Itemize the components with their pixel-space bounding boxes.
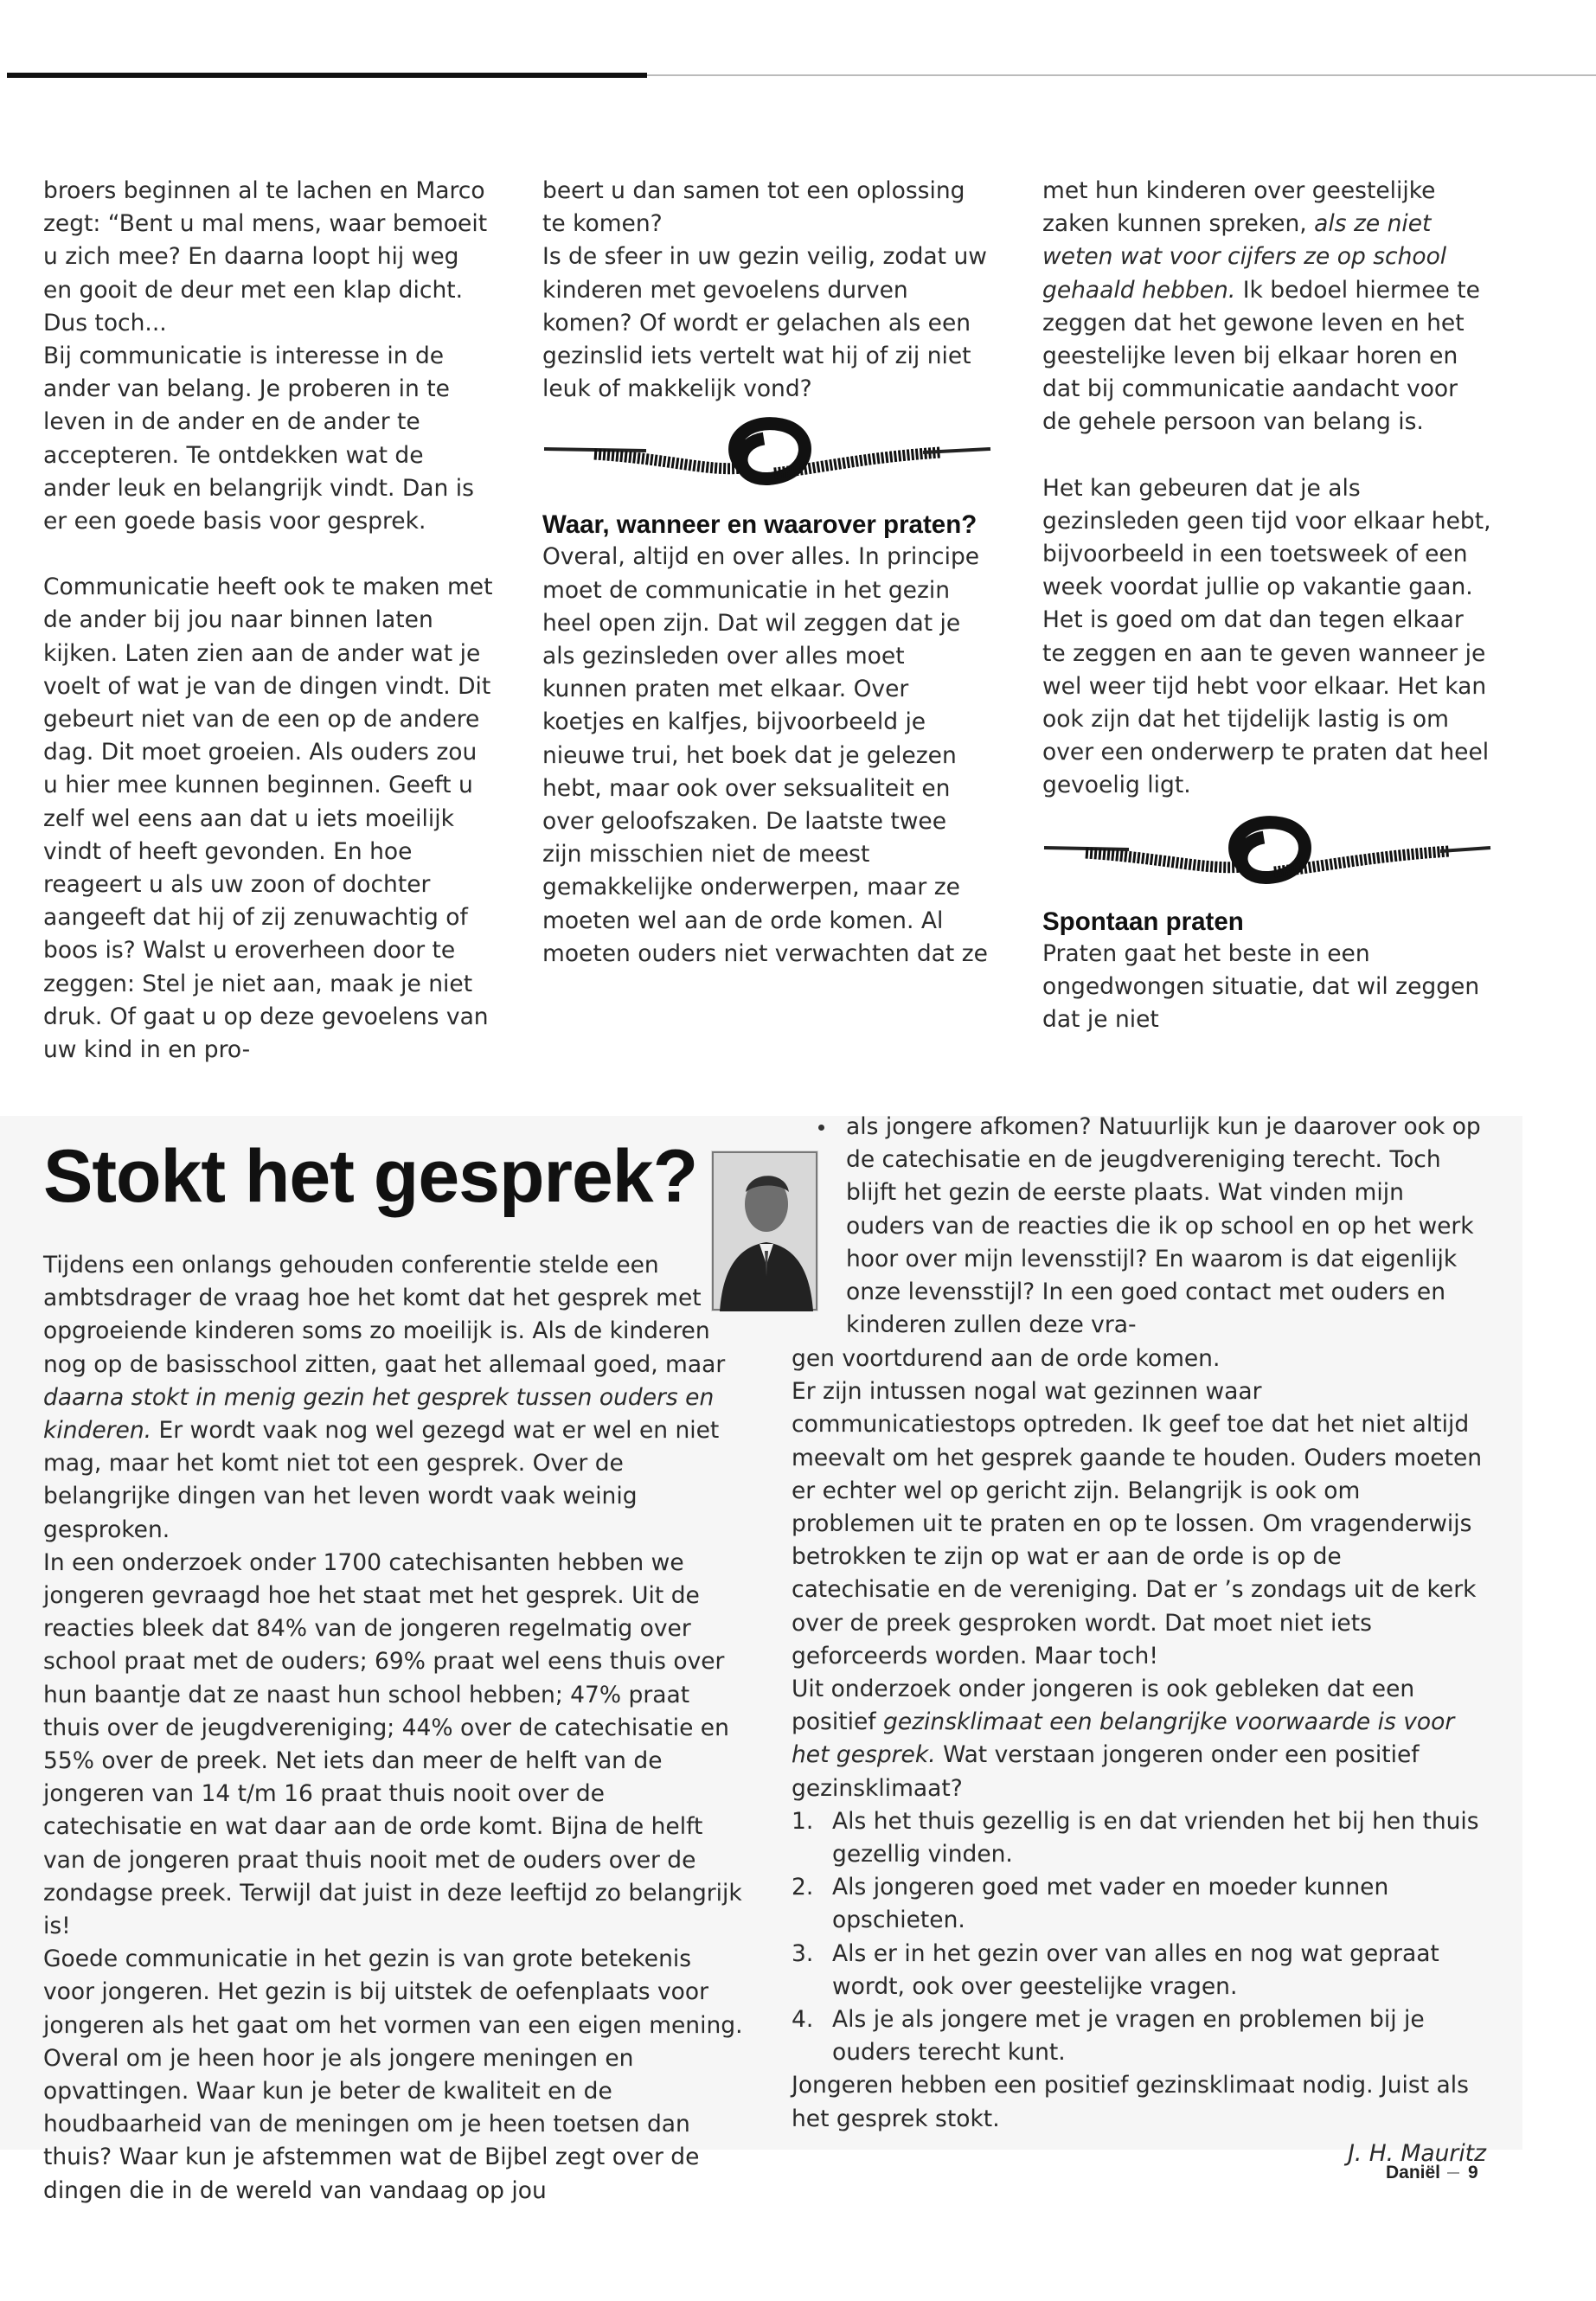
top-rule-thin — [647, 74, 1596, 76]
column-3 — [1042, 175, 1492, 1036]
emphasis: gezinsklimaat een belangrijke voorwaarde is voor het gesprek. — [792, 1708, 1455, 1769]
paragraph: In een onderzoek onder 1700 catechisanten hebben we jongeren gevraagd hoe het staat met het gesprek. Uit de reacties bleek dat 84% van de jongeren regelmatig over school praat met de ouders; 69% praat wel eens thuis over hun baantje dat ze naast hun school hebben; 47% praat thuis over de jeugdvereniging; 44% over de catechisatie en 55% over de preek. Net iets dan meer de helft van de jongeren van 14 t/m 16 praat thuis nooit over de catechisatie en wat daar aan de orde komt. Bijna de helft van de jongeren praat thuis nooit met de ouders over de zondagse preek. Terwijl dat juist in deze leeftijd zo belangrijk is! — [43, 1548, 742, 1940]
paragraph: Tijdens een onlangs gehouden conferentie stelde een ambtsdrager de vraag hoe het komt dat het gesprek met opgroeiende kinderen soms zo moeilijk is. Als de kinderen nog op de basisschool zitten, gaat het allemaal goed, maar daarna stokt in menig gezin het gesprek tussen ouders en kinderen. Er wordt vaak nog wel gezegd wat er wel en niet mag, maar het komt niet tot een gesprek. Over de belangrijke dingen van het leven wordt vaak weinig gesproken. — [43, 1252, 726, 1543]
article-column-2 — [792, 1343, 1486, 2170]
knot-cord-illustration — [542, 406, 992, 510]
list-item: 4. Als je als jongere met je vragen en problemen bij je ouders terecht kunt. — [792, 2006, 1425, 2067]
paragraph: als jongere afkomen? Natuurlijk kun je daarover ook op de catechisatie en de jeugdvereniging terecht. Toch blijft het gezin de eerste plaats. Wat vinden mijn ouders van de reacties die ik op school en op het werk hoor over mijn levensstijl? En waarom is dat eigenlijk onze levensstijl? In een goed contact met ouders en kinderen zullen deze vra- — [846, 1113, 1481, 1339]
column-2 — [542, 175, 992, 971]
climate-list — [792, 1805, 1486, 2070]
paragraph: Overal, altijd en over alles. In principe moet de communicatie in het gezin heel open zijn. Dat wil zeggen dat je als gezinsleden over alles moet kunnen praten met elkaar. Over koetjes en kalfjes, bijvoorbeeld je nieuwe trui, het boek dat je gelezen hebt, maar ook over seksualiteit en over geloofszaken. De laatste twee zijn misschien niet de meest gemakkelijke onderwerpen, maar ze moeten wel aan de orde komen. Al moeten ouders niet verwachten dat ze — [542, 543, 988, 967]
paragraph: Goede communicatie in het gezin is van grote betekenis voor jongeren. Het gezin is bij uitstek de oefenplaats voor jongeren als het gaat om het vormen van een eigen mening. Overal om je heen hoor je als jongere meningen en opvattingen. Waar kun je beter de kwaliteit en de houdbaarheid van de meningen om je heen toetsen dan thuis? Waar kun je afstemmen wat de Bijbel zegt over de dingen die in de wereld van vandaag op jou — [43, 1945, 743, 2204]
magazine-name: Daniël — [1386, 2163, 1441, 2182]
paragraph: Jongeren hebben een positief gezinsklimaat nodig. Juist als het gesprek stokt. — [792, 2072, 1469, 2132]
paragraph: Het kan gebeuren dat je als gezinsleden geen tijd voor elkaar hebt, bijvoorbeeld in een toetsweek of een week voordat jullie op vakantie gaan. Het is goed om dat dan tegen elkaar te zeggen en aan te geven wanneer je wel weer tijd hebt voor elkaar. Het kan ook zijn dat het tijdelijk lastig is om over een onderwerp te praten dat heel gevoelig ligt. — [1042, 474, 1491, 799]
paragraph: beert u dan samen tot een oplossing te komen? — [542, 177, 965, 238]
paragraph: Uit onderzoek onder jongeren is ook gebleken dat een positief gezinsklimaat een belangrijke voorwaarde is voor het gesprek. Wat verstaan jongeren onder een positief gezinsklimaat? — [792, 1676, 1455, 1802]
page-footer — [1386, 2163, 1478, 2183]
list-item: 3. Als er in het gezin over van alles en nog wat gepraat wordt, ook over geestelijke vragen. — [792, 1939, 1439, 2000]
article-headline: Stokt het gesprek? — [43, 1135, 698, 1218]
paragraph: broers beginnen al te lachen en Marco zegt: “Bent u mal mens, waar bemoeit u zich mee? En daarna loopt hij weg en gooit de deur met een klap dicht. Dus toch... — [43, 177, 488, 336]
emphasis: als ze niet weten wat voor cijfers ze op school gehaald hebben. — [1042, 210, 1447, 304]
paragraph: Bij communicatie is interesse in de ander van belang. Je proberen in te leven in de ander en de ander te accepteren. Te ontdekken wat de ander leuk en belangrijk vindt. Dan is er een goede basis voor gesprek. — [43, 343, 474, 535]
column-1 — [43, 175, 493, 1067]
page-number: 9 — [1468, 2163, 1478, 2182]
list-item: 1. Als het thuis gezellig is en dat vrienden het bij hen thuis gezellig vinden. — [792, 1807, 1479, 1868]
section-heading: Waar, wanneer en waarover praten? — [542, 510, 977, 540]
paragraph: met hun kinderen over geestelijke zaken kunnen spreken, als ze niet weten wat voor cijfers ze op school gehaald hebben. Ik bedoel hiermee te zeggen dat het gewone leven en het geestelijke leven bij elkaar horen en dat bij communicatie aandacht voor de gehele persoon van belang is. — [1042, 177, 1480, 436]
footer-separator — [1447, 2172, 1459, 2174]
paragraph: gen voortdurend aan de orde komen. — [792, 1345, 1221, 1372]
paragraph: Praten gaat het beste in een ongedwongen situatie, dat wil zeggen dat je niet — [1042, 939, 1480, 1034]
knot-cord-illustration — [1042, 803, 1492, 907]
bullet — [818, 1125, 824, 1131]
article-column-2-top — [846, 1111, 1486, 1342]
paragraph: Is de sfeer in uw gezin veilig, zodat uw kinderen met gevoelens durven komen? Of wordt er gelachen als een gezinslid iets vertelt wat hij of zij niet leuk of makkelijk vond? — [542, 243, 987, 403]
section-heading: Spontaan praten — [1042, 907, 1244, 936]
top-rule — [7, 73, 647, 78]
list-item: 2. Als jongeren goed met vader en moeder kunnen opschieten. — [792, 1874, 1389, 1934]
article-column-1 — [43, 1249, 744, 2208]
paragraph: Er zijn intussen nogal wat gezinnen waar communicatiestops optreden. Ik geef toe dat het niet altijd meevalt om het gesprek gaande te houden. Ouders moeten er echter wel op gericht zijn. Belangrijk is ook om problemen uit te praten en op te lossen. Om vragenderwijs betrokken te zijn op wat er aan de orde is op de catechisatie en de vereniging. Dat er ’s zondags uit de kerk over de preek gesproken wordt. Dat moet niet iets geforceerds worden. Maar toch! — [792, 1378, 1483, 1670]
paragraph: Communicatie heeft ook te maken met de ander bij jou naar binnen laten kijken. Laten zien aan de ander wat je voelt of wat je van de dingen vindt. Dit gebeurt niet van de een op de andere dag. Dit moet groeien. Als ouders zou u hier mee kunnen beginnen. Geeft u zelf wel eens aan dat u iets moeilijk vindt of heeft gevonden. En hoe reageert u als uw zoon of dochter aangeeft dat hij of zij zenuwachtig of boos is? Walst u eroverheen door te zeggen: Stel je niet aan, maak je niet druk. Of gaat u op deze gevoelens van uw kind in en pro- — [43, 574, 493, 1064]
emphasis: daarna stokt in menig gezin het gesprek tussen ouders en kinderen. — [43, 1383, 715, 1445]
author-signature: J. H. Mauritz — [1348, 2139, 1486, 2167]
